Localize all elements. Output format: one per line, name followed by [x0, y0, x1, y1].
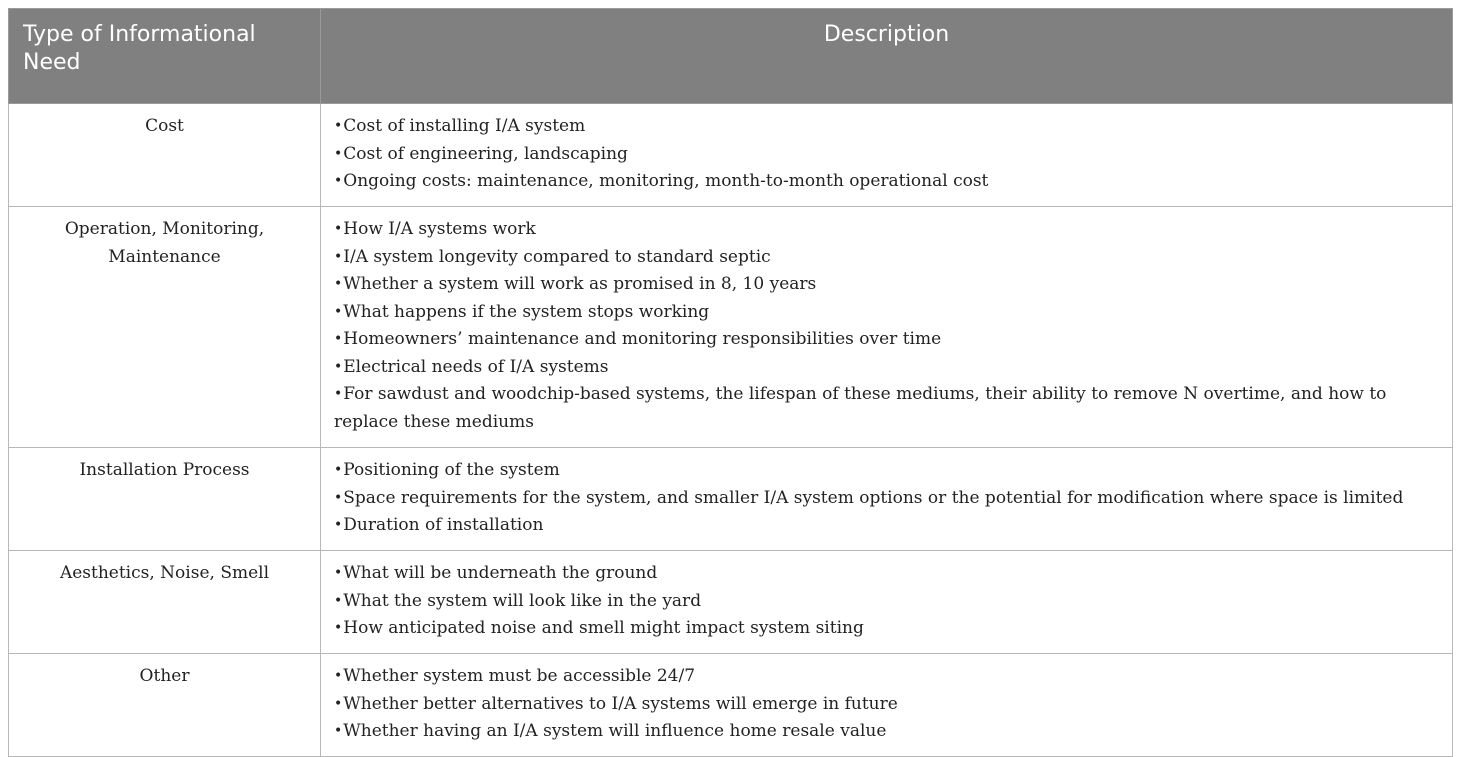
table-row [9, 207, 1453, 448]
bullet-icon: • [334, 276, 343, 292]
row-type-cell: Installation Process [9, 448, 321, 551]
bullet-icon: • [334, 331, 343, 347]
list-item: •What the system will look like in the yard [334, 590, 702, 611]
bullet-icon: • [334, 489, 343, 506]
bullet-icon: • [334, 517, 343, 533]
informational-needs-table [8, 8, 1453, 757]
list-item: •Cost of installing I/A system [334, 116, 586, 136]
bullet-icon: • [334, 462, 343, 478]
bullet-icon: • [334, 565, 343, 581]
row-type-cell: Operation, Monitoring, Maintenance [9, 207, 321, 448]
table-row [9, 654, 1453, 757]
list-item: •I/A system longevity compared to standard septic [334, 246, 771, 267]
list-item: •Whether a system will work as promised in 8, 10 years [334, 274, 817, 294]
list-item: •Whether system must be accessible 24/7 [334, 666, 696, 686]
bullet-icon: • [334, 695, 343, 712]
row-type-cell: Aesthetics, Noise, Smell [9, 551, 321, 654]
bullet-icon: • [334, 145, 343, 162]
list-item: •Positioning of the system [334, 460, 560, 480]
header-description: Description [321, 9, 1453, 104]
table-row [9, 551, 1453, 654]
bullet-icon: • [334, 386, 343, 402]
row-type-cell: Other [9, 654, 321, 757]
bullet-icon: • [334, 221, 343, 237]
row-description-cell [321, 104, 1453, 207]
bullet-icon: • [334, 118, 343, 134]
bullet-icon: • [334, 358, 343, 375]
row-type-cell: Cost [9, 104, 321, 207]
list-item: •For sawdust and woodchip-based systems, the lifespan of these mediums, their ability to remove N overtime, and how to replace these mediums [334, 384, 1387, 432]
table-row [9, 448, 1453, 551]
list-item: •How anticipated noise and smell might impact system siting [334, 618, 864, 638]
bullet-icon: • [334, 592, 343, 609]
list-item: •Homeowners’ maintenance and monitoring responsibilities over time [334, 329, 942, 349]
list-item: •Whether better alternatives to I/A systems will emerge in future [334, 693, 898, 714]
table-row [9, 104, 1453, 207]
row-description-cell [321, 551, 1453, 654]
list-item: •What happens if the system stops working [334, 301, 710, 322]
list-item: •Electrical needs of I/A systems [334, 356, 609, 377]
row-description-cell [321, 207, 1453, 448]
bullet-icon: • [334, 723, 343, 739]
row-description-cell [321, 448, 1453, 551]
list-item: •How I/A systems work [334, 219, 536, 239]
list-item: •Ongoing costs: maintenance, monitoring, month-to-month operational cost [334, 171, 989, 191]
table-header-row [9, 9, 1453, 104]
row-description-cell [321, 654, 1453, 757]
bullet-icon: • [334, 248, 343, 265]
list-item: •What will be underneath the ground [334, 563, 658, 583]
list-item: •Space requirements for the system, and smaller I/A system options or the potential for modification where space is limited [334, 487, 1404, 508]
list-item: •Whether having an I/A system will influence home resale value [334, 721, 887, 741]
bullet-icon: • [334, 303, 343, 320]
bullet-icon: • [334, 668, 343, 684]
bullet-icon: • [334, 173, 343, 189]
header-type: Type of Informational Need [9, 9, 321, 104]
list-item: •Cost of engineering, landscaping [334, 143, 628, 164]
bullet-icon: • [334, 620, 343, 636]
list-item: •Duration of installation [334, 515, 544, 535]
